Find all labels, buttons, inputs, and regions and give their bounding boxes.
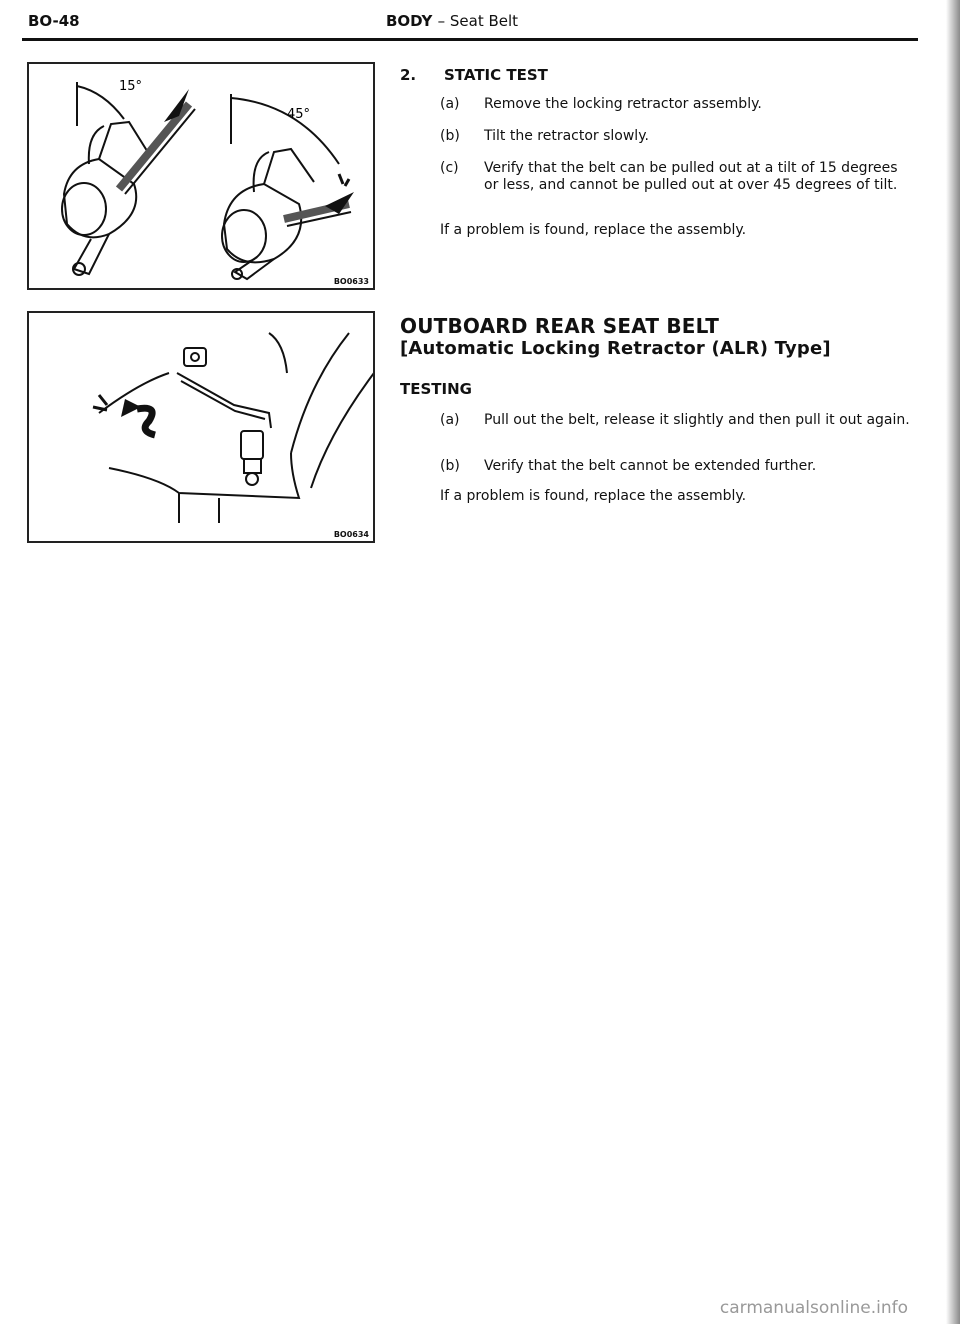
testing-heading: TESTING	[400, 380, 472, 398]
step-label: (b)	[440, 128, 460, 144]
rear-seat-belt-figure	[27, 311, 375, 543]
step-label: (b)	[440, 458, 460, 474]
watermark: carmanualsonline.info	[719, 1298, 908, 1318]
running-head	[386, 12, 518, 30]
step-label: (a)	[440, 412, 460, 428]
step-label: (a)	[440, 96, 460, 112]
header-rule	[22, 38, 918, 41]
step-text: Remove the locking retractor assembly.	[484, 96, 762, 112]
angle-label-45: 45°	[287, 107, 311, 122]
step-label: (c)	[440, 160, 459, 176]
angle-label-15: 15°	[119, 79, 143, 94]
retractor-tilt-figure	[27, 62, 375, 290]
page-edge-shadow	[946, 0, 960, 1324]
section-heading: STATIC TEST	[444, 66, 548, 84]
section-title: BODY	[386, 12, 433, 30]
rear-seat-belt-drawing	[29, 313, 373, 541]
section-subheading: [Automatic Locking Retractor (ALR) Type]	[400, 338, 831, 359]
step-text: Pull out the belt, release it slightly and then pull it out again.	[484, 412, 910, 428]
retractor-tilt-drawing	[29, 64, 373, 288]
note: If a problem is found, replace the assembly.	[440, 488, 747, 504]
figure-code: BO0634	[333, 530, 369, 539]
step-text: Verify that the belt can be pulled out at a tilt of 15 degrees or less, and cannot be pulled out at over 45 degrees of tilt.	[484, 160, 898, 193]
section-number: 2.	[400, 66, 417, 84]
section-heading: OUTBOARD REAR SEAT BELT	[400, 314, 720, 338]
figure-code: BO0633	[333, 277, 369, 286]
step-text: Tilt the retractor slowly.	[484, 128, 649, 144]
page-number: BO-48	[28, 12, 80, 30]
step-text: Verify that the belt cannot be extended further.	[484, 458, 817, 474]
note: If a problem is found, replace the assembly.	[440, 222, 747, 238]
subsection-title: – Seat Belt	[437, 12, 519, 30]
